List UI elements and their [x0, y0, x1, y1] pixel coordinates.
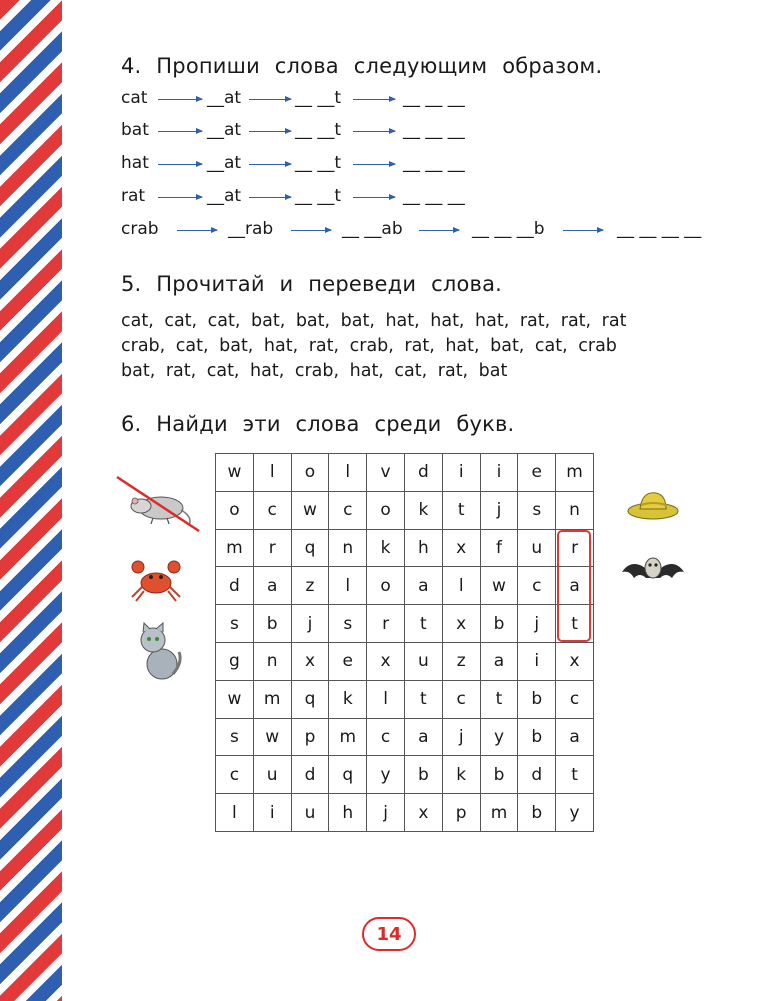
grid-letter-cell: i	[481, 454, 519, 492]
grid-letter-cell: l	[329, 454, 367, 492]
word: hat	[121, 153, 149, 173]
grid-letter-cell: l	[443, 567, 481, 605]
grid-letter-cell: l	[329, 567, 367, 605]
arrow-icon	[353, 197, 395, 198]
blank-step-2: __ __t	[295, 120, 342, 140]
word: bat	[121, 120, 149, 140]
grid-letter-cell: q	[292, 530, 330, 568]
grid-letter-cell: b	[405, 756, 443, 794]
grid-letter-cell: h	[405, 530, 443, 568]
grid-letter-cell: d	[405, 454, 443, 492]
grid-letter-cell: m	[481, 794, 519, 832]
grid-letter-cell: a	[254, 567, 292, 605]
task-6-heading: 6. Найди эти слова среди букв.	[121, 412, 515, 436]
bat-picture	[620, 550, 686, 590]
blank-step-3: __ __ __	[403, 186, 465, 206]
grid-letter-cell: t	[481, 681, 519, 719]
grid-letter-cell: x	[367, 643, 405, 681]
grid-letter-cell: a	[481, 643, 519, 681]
blank-step-2: __ __t	[295, 88, 342, 108]
grid-letter-cell: l	[216, 794, 254, 832]
grid-letter-cell: c	[254, 492, 292, 530]
grid-letter-cell: a	[556, 567, 594, 605]
grid-letter-cell: x	[405, 794, 443, 832]
arrow-icon	[353, 99, 395, 100]
grid-letter-cell: s	[216, 605, 254, 643]
grid-letter-cell: a	[405, 719, 443, 757]
copy-row-rat	[121, 186, 741, 210]
grid-letter-cell: x	[292, 643, 330, 681]
blank-step-3: __ __ __	[403, 120, 465, 140]
grid-letter-cell: u	[292, 794, 330, 832]
grid-letter-cell: f	[481, 530, 519, 568]
grid-letter-cell: b	[518, 681, 556, 719]
grid-letter-cell: n	[329, 530, 367, 568]
arrow-icon	[353, 164, 395, 165]
grid-letter-cell: v	[367, 454, 405, 492]
copy-row-bat	[121, 120, 741, 144]
grid-letter-cell: h	[329, 794, 367, 832]
grid-letter-cell: d	[216, 567, 254, 605]
blank-step-3: __ __ __b	[472, 219, 545, 239]
blank-step-1: __rab	[228, 219, 274, 239]
blank-step-2: __ __t	[295, 153, 342, 173]
grid-letter-cell: z	[443, 643, 481, 681]
grid-letter-cell: g	[216, 643, 254, 681]
grid-letter-cell: s	[518, 492, 556, 530]
grid-letter-cell: d	[292, 756, 330, 794]
grid-letter-cell: m	[254, 681, 292, 719]
grid-letter-cell: s	[216, 719, 254, 757]
grid-letter-cell: t	[405, 605, 443, 643]
grid-letter-cell: w	[216, 681, 254, 719]
grid-letter-cell: d	[518, 756, 556, 794]
read-line-2: crab, cat, bat, hat, rat, crab, rat, hat, bat, cat, crab	[121, 336, 617, 356]
grid-letter-cell: c	[443, 681, 481, 719]
grid-letter-cell: c	[216, 756, 254, 794]
grid-letter-cell: w	[216, 454, 254, 492]
grid-letter-cell: j	[481, 492, 519, 530]
copy-row-hat	[121, 153, 741, 177]
grid-letter-cell: i	[254, 794, 292, 832]
rat-picture	[115, 473, 201, 535]
grid-letter-cell: c	[518, 567, 556, 605]
grid-letter-cell: i	[443, 454, 481, 492]
blank-step-3: __ __ __	[403, 88, 465, 108]
word-search-grid	[215, 453, 594, 832]
grid-letter-cell: m	[216, 530, 254, 568]
blank-step-4: __ __ __ __	[617, 219, 702, 239]
read-line-1: cat, cat, cat, bat, bat, bat, hat, hat, hat, rat, rat, rat	[121, 311, 627, 331]
arrow-icon	[158, 164, 202, 165]
grid-letter-cell: n	[254, 643, 292, 681]
blank-step-1: __at	[207, 88, 242, 108]
page-number: 14	[362, 917, 416, 951]
grid-letter-cell: x	[443, 605, 481, 643]
task-4-heading: 4. Пропиши слова следующим образом.	[121, 54, 603, 78]
grid-letter-cell: u	[518, 530, 556, 568]
cat-picture	[135, 622, 185, 682]
grid-letter-cell: b	[481, 605, 519, 643]
grid-letter-cell: m	[556, 454, 594, 492]
grid-letter-cell: k	[405, 492, 443, 530]
grid-letter-cell: y	[481, 719, 519, 757]
grid-letter-cell: o	[216, 492, 254, 530]
blank-step-1: __at	[207, 186, 242, 206]
grid-letter-cell: b	[518, 719, 556, 757]
grid-letter-cell: a	[556, 719, 594, 757]
grid-letter-cell: b	[518, 794, 556, 832]
grid-letter-cell: o	[367, 492, 405, 530]
hat-picture	[626, 487, 680, 523]
grid-letter-cell: n	[556, 492, 594, 530]
copy-row-cat	[121, 88, 741, 112]
grid-letter-cell: c	[329, 492, 367, 530]
arrow-icon	[419, 230, 459, 231]
grid-letter-cell: z	[292, 567, 330, 605]
grid-letter-cell: t	[556, 605, 594, 643]
crab-picture	[128, 555, 184, 605]
grid-letter-cell: c	[556, 681, 594, 719]
grid-letter-cell: b	[481, 756, 519, 794]
arrow-icon	[249, 164, 291, 165]
grid-letter-cell: l	[254, 454, 292, 492]
grid-letter-cell: c	[367, 719, 405, 757]
arrow-icon	[177, 230, 217, 231]
read-line-3: bat, rat, cat, hat, crab, hat, cat, rat, bat	[121, 361, 508, 381]
grid-letter-cell: s	[329, 605, 367, 643]
grid-letter-cell: q	[292, 681, 330, 719]
blank-step-2: __ __ab	[342, 219, 403, 239]
grid-letter-cell: t	[556, 756, 594, 794]
blank-step-3: __ __ __	[403, 153, 465, 173]
grid-letter-cell: t	[405, 681, 443, 719]
striped-border	[0, 0, 62, 1001]
grid-letter-cell: i	[518, 643, 556, 681]
grid-letter-cell: u	[405, 643, 443, 681]
grid-letter-cell: a	[405, 567, 443, 605]
grid-letter-cell: m	[329, 719, 367, 757]
arrow-icon	[158, 131, 202, 132]
grid-letter-cell: o	[367, 567, 405, 605]
arrow-icon	[563, 230, 603, 231]
blank-step-1: __at	[207, 153, 242, 173]
grid-letter-cell: y	[556, 794, 594, 832]
arrow-icon	[158, 99, 202, 100]
grid-letter-cell: r	[367, 605, 405, 643]
grid-letter-cell: k	[329, 681, 367, 719]
arrow-icon	[249, 197, 291, 198]
grid-letter-cell: j	[443, 719, 481, 757]
grid-letter-cell: l	[367, 681, 405, 719]
grid-letter-cell: x	[443, 530, 481, 568]
grid-letter-cell: b	[254, 605, 292, 643]
arrow-icon	[291, 230, 331, 231]
grid-letter-cell: w	[481, 567, 519, 605]
grid-letter-cell: e	[329, 643, 367, 681]
word: crab	[121, 219, 159, 239]
grid-letter-cell: y	[367, 756, 405, 794]
word: rat	[121, 186, 146, 206]
word: cat	[121, 88, 148, 108]
arrow-icon	[158, 197, 202, 198]
blank-step-1: __at	[207, 120, 242, 140]
grid-letter-cell: t	[443, 492, 481, 530]
grid-letter-cell: x	[556, 643, 594, 681]
grid-letter-cell: q	[329, 756, 367, 794]
grid-letter-cell: p	[443, 794, 481, 832]
task-5-heading: 5. Прочитай и переведи слова.	[121, 272, 503, 296]
blank-step-2: __ __t	[295, 186, 342, 206]
found-word-highlight	[557, 530, 591, 642]
grid-letter-cell: k	[443, 756, 481, 794]
grid-letter-cell: p	[292, 719, 330, 757]
grid-letter-cell: r	[556, 530, 594, 568]
grid-letter-cell: u	[254, 756, 292, 794]
grid-letter-cell: r	[254, 530, 292, 568]
grid-letter-cell: k	[367, 530, 405, 568]
grid-letter-cell: e	[518, 454, 556, 492]
copy-row-crab	[121, 219, 741, 243]
grid-letter-cell: w	[254, 719, 292, 757]
arrow-icon	[249, 131, 291, 132]
grid-letter-cell: j	[292, 605, 330, 643]
grid-letter-cell: j	[518, 605, 556, 643]
grid-letter-cell: j	[367, 794, 405, 832]
grid-letter-cell: o	[292, 454, 330, 492]
arrow-icon	[249, 99, 291, 100]
grid-letter-cell: w	[292, 492, 330, 530]
arrow-icon	[353, 131, 395, 132]
